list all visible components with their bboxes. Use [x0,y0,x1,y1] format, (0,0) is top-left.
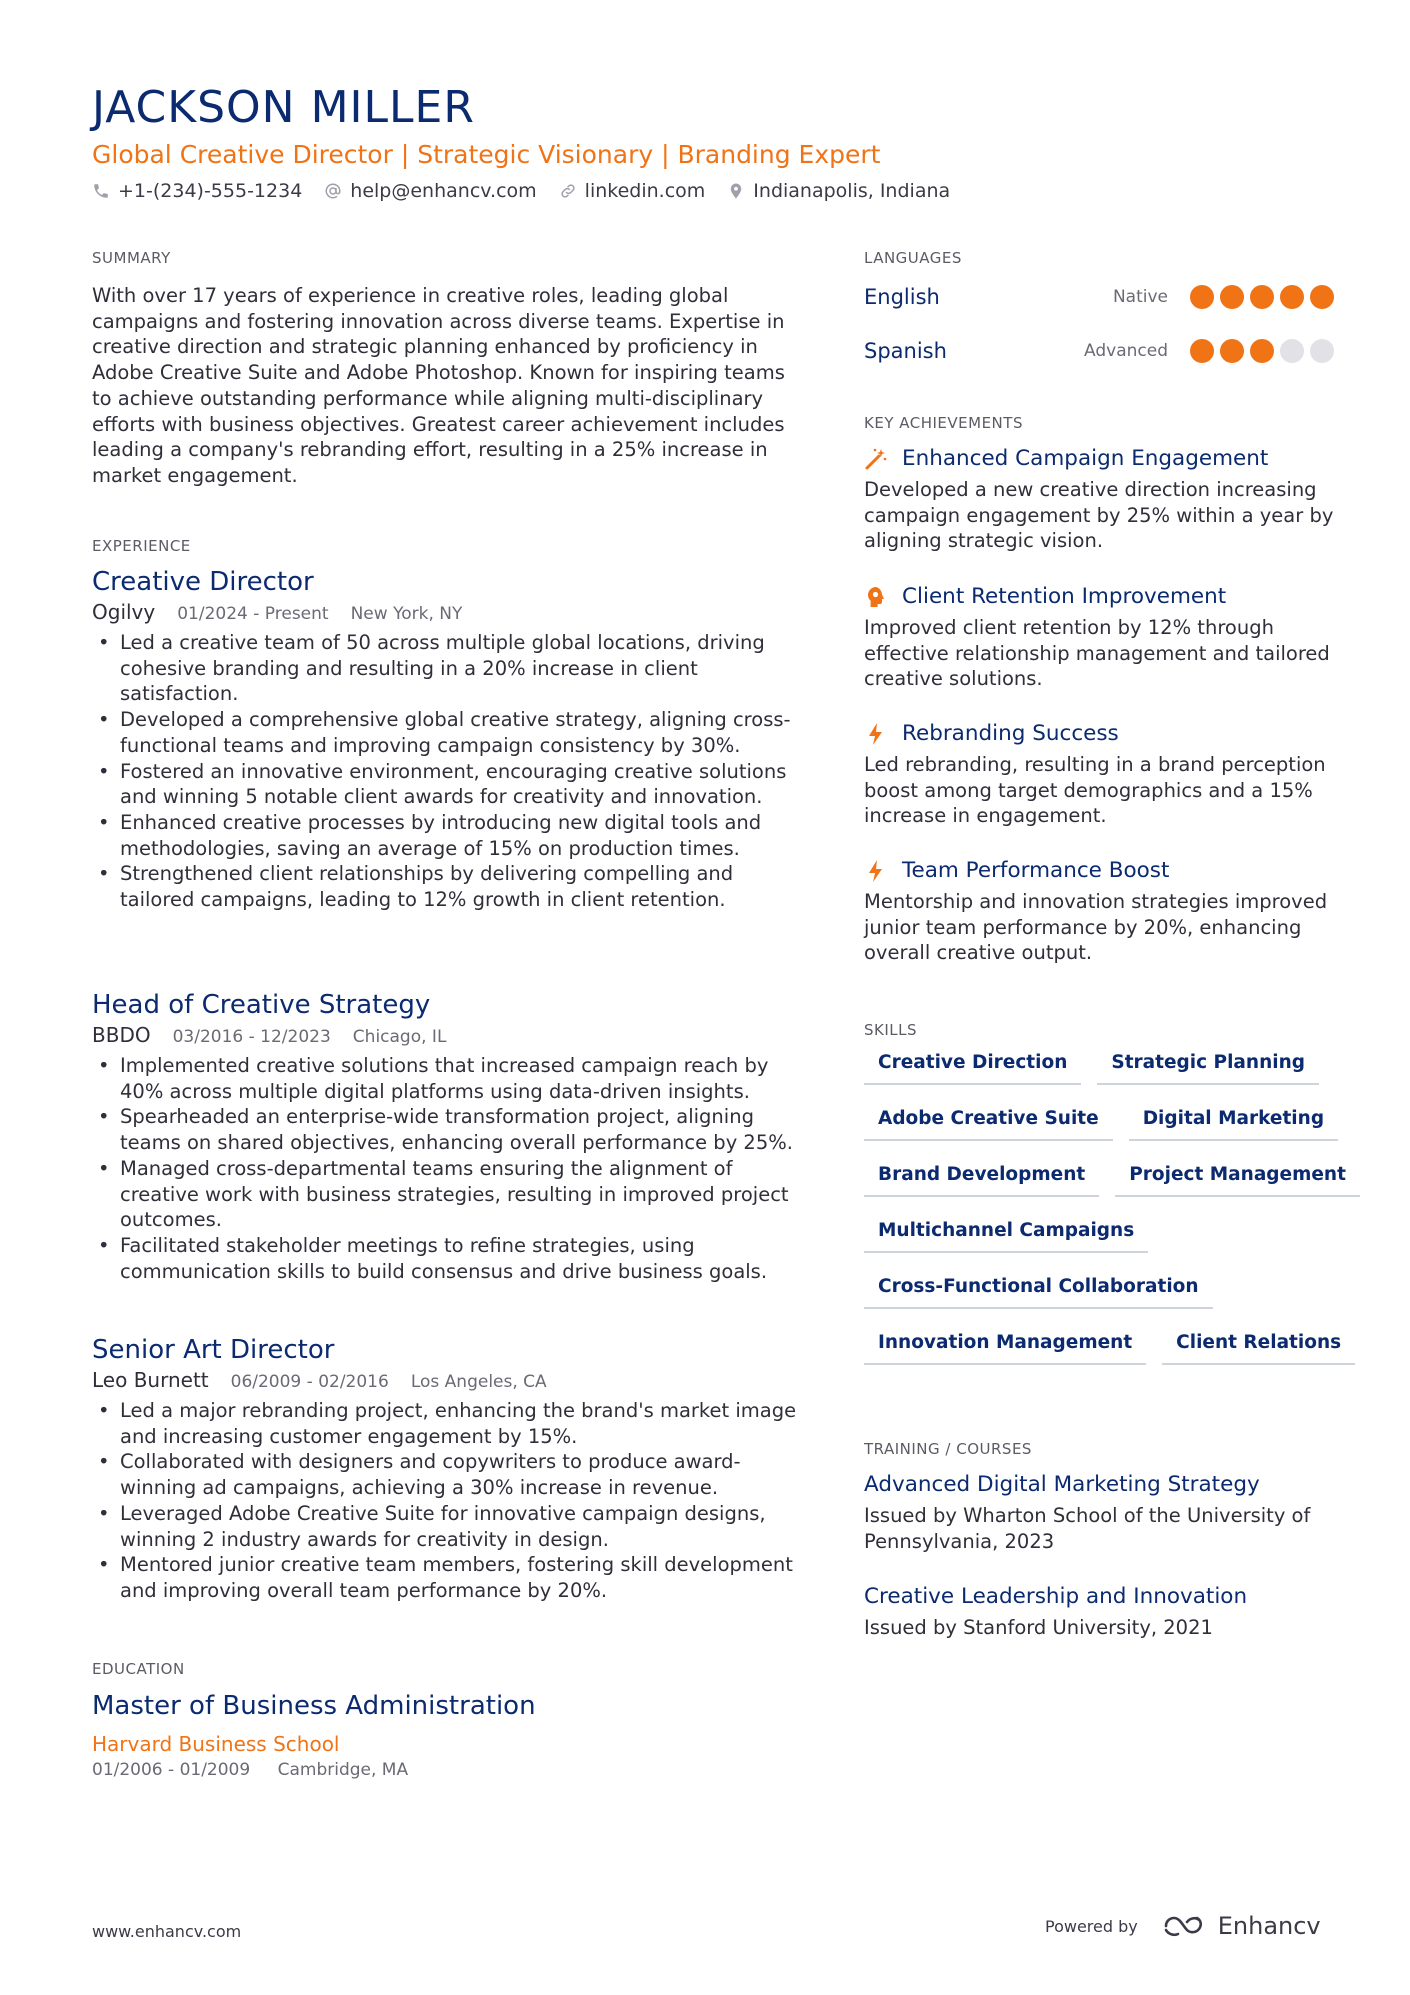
job-title: Senior Art Director [92,1335,335,1365]
powered-by-text: Powered by [1045,1916,1138,1936]
job-bullet: • Collaborated with designers and copywriters to produce award-winning ad campaigns, achieving a 30% increase in revenue. [92,1449,812,1500]
skill-tag: Digital Marketing [1129,1108,1338,1141]
degree-title: Master of Business Administration [92,1691,536,1721]
job-bullet: • Leveraged Adobe Creative Suite for innovative campaign designs, winning 2 industry awards for creativity in design. [92,1501,812,1552]
job-dates: 06/2009 - 02/2016 [230,1372,389,1392]
footer-website[interactable]: www.enhancv.com [92,1922,242,1941]
footer-branding [1045,1912,1321,1940]
job-bullet: • Managed cross-departmental teams ensuring the alignment of creative work with business strategies, resulting in improved project outcomes. [92,1156,812,1233]
language-name: Spanish [864,339,947,363]
course-entry [864,1584,1334,1641]
skill-row [864,1164,1346,1220]
job-entry [92,989,812,1284]
education-meta [92,1760,792,1780]
job-bullet: • Developed a comprehensive global creative strategy, aligning cross-functional teams and improving campaign consistency by 30%. [92,707,812,758]
achievement-entry [864,446,1334,554]
course-description: Issued by Stanford University, 2021 [864,1616,1213,1639]
achievement-header [864,858,1334,883]
skill-tag: Client Relations [1162,1332,1355,1365]
achievement-description: Mentorship and innovation strategies improved junior team performance by 20%, enhancing overall creative output. [864,890,1328,965]
magic-wand-icon [864,447,888,471]
lightning-icon [864,722,888,746]
enhancv-logo-icon [1162,1913,1208,1939]
job-bullet: • Fostered an innovative environment, encouraging creative solutions and winning 5 notable client awards for creativity and innovation. [92,759,812,810]
achievement-title: Team Performance Boost [902,858,1170,883]
achievement-entry [864,584,1334,692]
job-bullets [92,630,812,913]
job-bullet: • Strengthened client relationships by delivering compelling and tailored campaigns, leading to 12% growth in client retention. [92,861,812,912]
link-text: linkedin.com [584,180,706,202]
job-bullet: • Enhanced creative processes by introducing new digital tools and methodologies, saving an average of 15% on production times. [92,810,812,861]
contact-location [727,180,950,202]
skill-row [864,1052,1334,1108]
company-name: Leo Burnett [92,1368,209,1392]
experience-heading: EXPERIENCE [92,537,191,555]
job-dates: 01/2024 - Present [177,604,329,624]
education-dates: 01/2006 - 01/2009 [92,1760,251,1780]
skill-tag: Project Management [1115,1164,1360,1197]
course-description: Issued by Wharton School of the University of Pennsylvania, 2023 [864,1504,1311,1553]
summary-text: With over 17 years of experience in creative roles, leading global campaigns and fostering innovation across diverse teams. Expertise in creative direction and strategic planning enhanced by proficiency in Adobe Creative Suite and Adobe Photoshop. Known for inspiring teams to achieve outstanding performance while aligning multi-disciplinary efforts with business objectives. Greatest career achievement includes leading a company's rebranding effort, resulting in a 25% increase in market engagement. [92,284,785,487]
job-meta [92,1023,812,1047]
job-meta [92,1368,812,1392]
skill-tag: Cross-Functional Collaboration [864,1276,1213,1309]
contact-phone[interactable] [92,180,302,202]
job-location: Los Angeles, CA [410,1372,547,1392]
job-bullets [92,1398,812,1604]
phone-icon [92,182,110,200]
course-entry [864,1472,1334,1554]
summary-heading: SUMMARY [92,249,171,267]
brand-name: Enhancv [1217,1912,1321,1940]
achievement-title: Enhanced Campaign Engagement [902,446,1269,471]
education-entry [92,1690,792,1780]
language-rating [1184,285,1334,309]
achievement-description: Improved client retention by 12% through effective relationship management and tailored creative solutions. [864,616,1330,691]
email-text: help@enhancv.com [350,180,537,202]
phone-text: +1-(234)-555-1234 [118,180,303,202]
languages-heading: LANGUAGES [864,249,962,267]
rating-dot-filled [1220,339,1244,363]
achievement-entry [864,858,1334,966]
job-title: Head of Creative Strategy [92,990,431,1020]
language-row [864,282,1334,312]
job-entry [92,1334,812,1604]
location-text: Indianapolis, Indiana [753,180,951,202]
achievement-description: Developed a new creative direction increasing campaign engagement by 25% within a year by aligning strategic vision. [864,478,1334,553]
job-location: New York, NY [350,604,463,624]
candidate-name: JACKSON MILLER [92,82,475,133]
head-idea-icon [864,585,888,609]
language-level: Native [1112,287,1168,307]
skill-row [864,1108,1334,1164]
job-bullet: • Led a major rebranding project, enhancing the brand's market image and increasing customer engagement by 15%. [92,1398,812,1449]
skill-row [864,1332,1342,1388]
achievement-title: Rebranding Success [902,721,1119,746]
achievement-title: Client Retention Improvement [902,584,1227,609]
skill-tag: Adobe Creative Suite [864,1108,1113,1141]
skill-tag: Brand Development [864,1164,1099,1197]
job-entry [92,566,812,913]
contact-email[interactable] [324,180,536,202]
achievements-heading: KEY ACHIEVEMENTS [864,414,1023,432]
link-icon [559,182,577,200]
at-icon [324,182,342,200]
course-title: Advanced Digital Marketing Strategy [864,1472,1260,1497]
company-name: BBDO [92,1023,151,1047]
achievement-description: Led rebranding, resulting in a brand perception boost among target demographics and a 15% increase in engagement. [864,753,1326,828]
achievement-entry [864,721,1334,829]
rating-dot-filled [1190,339,1214,363]
job-dates: 03/2016 - 12/2023 [172,1027,331,1047]
skill-tag: Strategic Planning [1097,1052,1319,1085]
achievement-header [864,721,1334,746]
candidate-headline: Global Creative Director | Strategic Visionary | Branding Expert [92,140,881,169]
skill-row [864,1220,1334,1276]
language-rating [1184,339,1334,363]
language-level: Advanced [1084,341,1168,361]
achievement-header [864,446,1334,471]
school-name: Harvard Business School [92,1732,340,1756]
company-name: Ogilvy [92,600,156,624]
lightning-icon [864,859,888,883]
education-heading: EDUCATION [92,1660,185,1678]
skill-tag: Multichannel Campaigns [864,1220,1148,1253]
rating-dot-empty [1310,339,1334,363]
job-location: Chicago, IL [352,1027,447,1047]
contact-link[interactable] [559,180,706,202]
skill-tag: Creative Direction [864,1052,1081,1085]
job-bullet: • Mentored junior creative team members, fostering skill development and improving overall team performance by 20%. [92,1552,812,1603]
location-pin-icon [727,182,745,200]
brand-logo[interactable] [1162,1912,1321,1940]
skills-heading: SKILLS [864,1021,918,1039]
job-bullet: • Led a creative team of 50 across multiple global locations, driving cohesive branding and resulting in a 20% increase in client satisfaction. [92,630,812,707]
rating-dot-filled [1220,285,1244,309]
job-meta [92,600,812,624]
skills-list [864,1052,1346,1388]
rating-dot-filled [1280,285,1304,309]
job-title: Creative Director [92,567,314,597]
course-title: Creative Leadership and Innovation [864,1584,1248,1609]
language-name: English [864,285,940,309]
job-bullet: • Implemented creative solutions that increased campaign reach by 40% across multiple digital platforms using data-driven insights. [92,1053,812,1104]
skill-row [864,1276,1334,1332]
contact-bar [92,180,972,202]
rating-dot-filled [1310,285,1334,309]
language-row [864,336,1334,366]
job-bullet: • Facilitated stakeholder meetings to refine strategies, using communication skills to build consensus and drive business goals. [92,1233,812,1284]
rating-dot-empty [1280,339,1304,363]
rating-dot-filled [1190,285,1214,309]
training-heading: TRAINING / COURSES [864,1440,1032,1458]
rating-dot-filled [1250,339,1274,363]
job-bullets [92,1053,812,1284]
rating-dot-filled [1250,285,1274,309]
education-location: Cambridge, MA [277,1760,409,1780]
job-bullet: • Spearheaded an enterprise-wide transformation project, aligning teams on shared objectives, enhancing overall performance by 25%. [92,1104,812,1155]
achievement-header [864,584,1334,609]
skill-tag: Innovation Management [864,1332,1146,1365]
